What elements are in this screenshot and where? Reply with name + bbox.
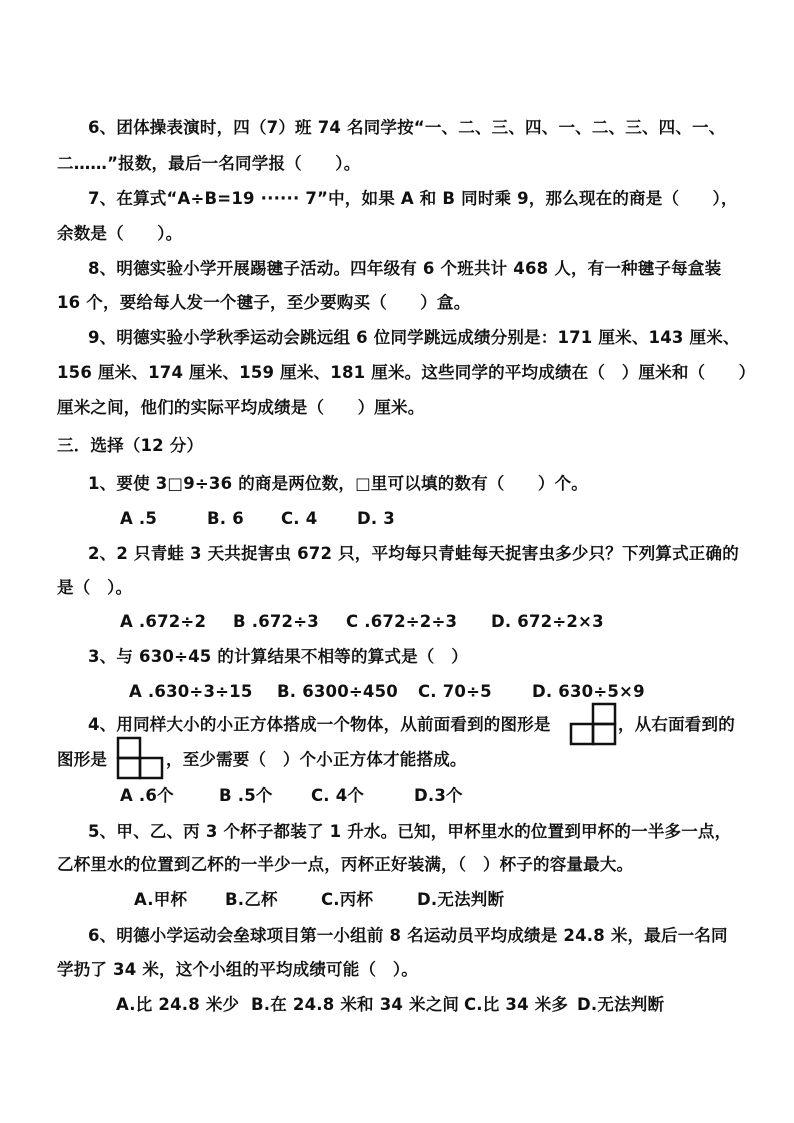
- choice-q4-stem-part4: ，至少需要（ ）个小正方体才能搭成。: [166, 750, 467, 769]
- option-d: D. 630÷5×9: [532, 682, 645, 701]
- option-a: A .5: [120, 509, 158, 528]
- fill-q7-line2: 余数是（ ）。: [57, 224, 183, 243]
- fill-q9-line2: 156 厘米、174 厘米、159 厘米、181 厘米。这些同学的平均成绩在（ ）厘米和（ ）: [57, 363, 756, 382]
- option-a: A .672÷2: [120, 612, 207, 631]
- fill-q9-line1: 9、明德实验小学秋季运动会跳远组 6 位同学跳远成绩分别是：171 厘米、143 厘米、: [88, 328, 740, 347]
- option-d: D.无法判断: [417, 890, 505, 909]
- option-b: B.乙杯: [225, 890, 278, 909]
- fill-q8-line2: 16 个，要给每人发一个毽子，至少要购买（ ）盒。: [57, 293, 471, 312]
- choice-q5-stem-line1: 5、甲、乙、丙 3 个杯子都装了 1 升水。已知，甲杯里水的位置到甲杯的一半多一点，: [88, 822, 732, 841]
- option-a: A .6个: [120, 786, 174, 805]
- option-d: D.无法判断: [577, 995, 665, 1014]
- option-a: A.甲杯: [134, 890, 188, 909]
- choice-q4-stem-part1: 4、用同样大小的小正方体搭成一个物体，从前面看到的图形是: [88, 715, 551, 734]
- fill-q9-line3: 厘米之间，他们的实际平均成绩是（ ）厘米。: [57, 398, 425, 417]
- front-view-figure: [569, 702, 617, 746]
- choice-q6-stem-line2: 学扔了 34 米，这个小组的平均成绩可能（ ）。: [57, 960, 419, 979]
- choice-q3-stem: 3、与 630÷45 的计算结果不相等的算式是（ ）: [88, 647, 468, 666]
- option-b: B.在 24.8 米和 34 米之间: [251, 995, 460, 1014]
- section-title: 三．选择（12 分）: [57, 436, 204, 455]
- option-a: A .630÷3÷15: [129, 682, 253, 701]
- choice-q4-stem-part3: 图形是: [57, 750, 108, 769]
- option-b: B .672÷3: [233, 612, 319, 631]
- fill-q6-line2: 二……”报数，最后一名同学报（ ）。: [57, 154, 361, 173]
- option-c: C .672÷2÷3: [346, 612, 458, 631]
- option-c: C.丙杯: [321, 890, 374, 909]
- fill-q7-line1: 7、在算式“A÷B=19 ······ 7”中，如果 A 和 B 同时乘 9，那么现在的商是（ ），: [88, 189, 738, 208]
- option-c: C. 70÷5: [418, 682, 492, 701]
- option-a: A.比 24.8 米少: [116, 995, 240, 1014]
- right-view-figure: [116, 736, 164, 780]
- choice-q4-stem-part2: ，从右面看到的: [618, 715, 735, 734]
- choice-q1-stem: 1、要使 3□9÷36 的商是两位数，□里可以填的数有（ ）个。: [88, 474, 588, 493]
- choice-q6-stem-line1: 6、明德小学运动会垒球项目第一小组前 8 名运动员平均成绩是 24.8 米，最后一名同: [88, 926, 728, 945]
- fill-q6-line1: 6、团体操表演时，四（7）班 74 名同学按“一、二、三、四、一、二、三、四、一、: [88, 118, 726, 137]
- option-c: C. 4: [281, 509, 318, 528]
- option-c: C. 4个: [311, 786, 365, 805]
- choice-q5-stem-line2: 乙杯里水的位置到乙杯的一半少一点，丙杯正好装满，（ ）杯子的容量最大。: [57, 855, 634, 874]
- option-b: B. 6: [207, 509, 244, 528]
- choice-q2-stem-line2: 是（ ）。: [57, 578, 133, 597]
- option-d: D. 672÷2×3: [491, 612, 604, 631]
- option-b: B .5个: [219, 786, 273, 805]
- fill-q8-line1: 8、明德实验小学开展踢毽子活动。四年级有 6 个班共计 468 人，有一种毽子每盒装: [88, 259, 722, 278]
- option-b: B. 6300÷450: [277, 682, 398, 701]
- choice-q2-stem-line1: 2、2 只青蛙 3 天共捉害虫 672 只，平均每只青蛙每天捉害虫多少只？下列算式正确的: [88, 544, 739, 563]
- option-d: D.3个: [414, 786, 463, 805]
- option-c: C.比 34 米多: [464, 995, 569, 1014]
- option-d: D. 3: [357, 509, 395, 528]
